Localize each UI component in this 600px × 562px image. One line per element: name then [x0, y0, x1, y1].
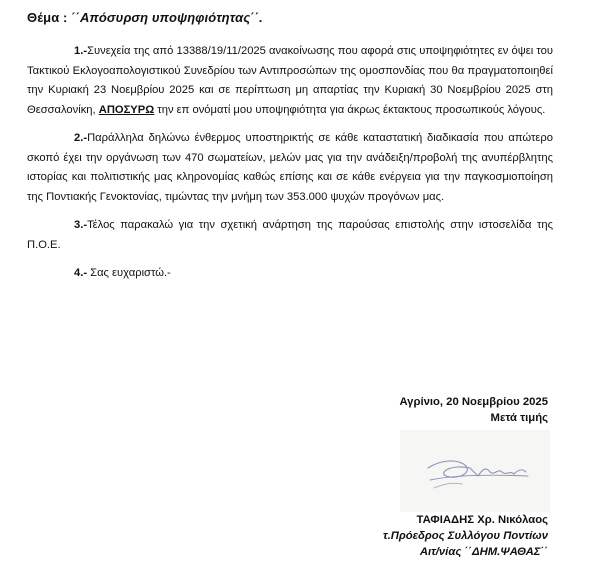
paragraph-text: την επ ονόματί μου υποψηφιότητα για άκρως έκτακτους προσωπικούς λόγους. — [154, 103, 546, 116]
paragraph-number: 4.- — [74, 267, 88, 279]
paragraph-3 — [27, 216, 553, 255]
signer-name: ΤΑΦΙΑΔΗΣ Χρ. Νικόλαος — [416, 514, 548, 526]
signer-block — [383, 512, 548, 560]
paragraph-text: Παράλληλα δηλώνω ένθερμος υποστηρικτής σε κάθε καταστατική διαδικασία που απώτερο σκοπό έχει την οργάνωση των 470 σωματείων, μελών μας για την ανάδειξη/προβολή της ανυπέρβλητης ιστορίας και πολιτιστικής μας κληρονομίας καθώς επίσης και σε κάθε ενέργεια για την παγκοσμιοποίηση της Ποντιακής Γενοκτονίας, τιμώντας την μνήμη των 353.000 ψυχών προγόνων μας. — [27, 132, 553, 203]
paragraph-text: Συνεχεία της από 13388/19/11/2025 ανακοίνωσης που αφορά στις υποψηφιότητες εν όψει του Τακτικού Εκλογοαπολογιστικού Συνεδρίου των Αντιπροσώπων της ομοσπονδίας που θα πραγματοποιηθεί την Κυριακή 23 Νοεμβρίου 2025 και σε περίπτωση μη απαρτίας την Κυριακή 30 Νοεμβρίου 2025 στη Θεσσαλονίκη, — [27, 45, 553, 116]
paragraph-text: Τέλος παρακαλώ για την σχετική ανάρτηση της παρούσας επιστολής στην ιστοσελίδα της Π.Ο.Ε. — [27, 219, 553, 251]
paragraph-1 — [27, 42, 553, 120]
signer-association: Αιτ/νίας ΄΄ΔΗΜ.ΨΑΘΑΣ΄΄ — [419, 546, 548, 558]
paragraph-text: Σας ευχαριστώ.- — [87, 267, 171, 279]
letter-body — [27, 42, 553, 293]
signer-role: τ.Πρόεδρος Συλλόγου Ποντίων — [382, 530, 548, 542]
handwritten-signature — [400, 430, 550, 512]
place-date: Αγρίνιο, 20 Νοεμβρίου 2025 — [399, 396, 548, 408]
closing-block — [399, 394, 548, 426]
paragraph-2 — [27, 129, 553, 207]
letter-subject — [27, 10, 263, 25]
subject-prefix: Θέμα : — [27, 10, 72, 25]
paragraph-number: 2.- — [74, 132, 88, 144]
subject-text: ΄΄Απόσυρση υποψηφιότητας΄΄. — [71, 10, 263, 25]
signature-image — [400, 430, 550, 512]
paragraph-number: 1.- — [74, 45, 88, 57]
paragraph-4 — [27, 264, 553, 284]
withdraw-emphasis: ΑΠΟΣΥΡΩ — [98, 103, 155, 116]
paragraph-number: 3.- — [74, 219, 88, 231]
regards: Μετά τιμής — [490, 412, 548, 424]
